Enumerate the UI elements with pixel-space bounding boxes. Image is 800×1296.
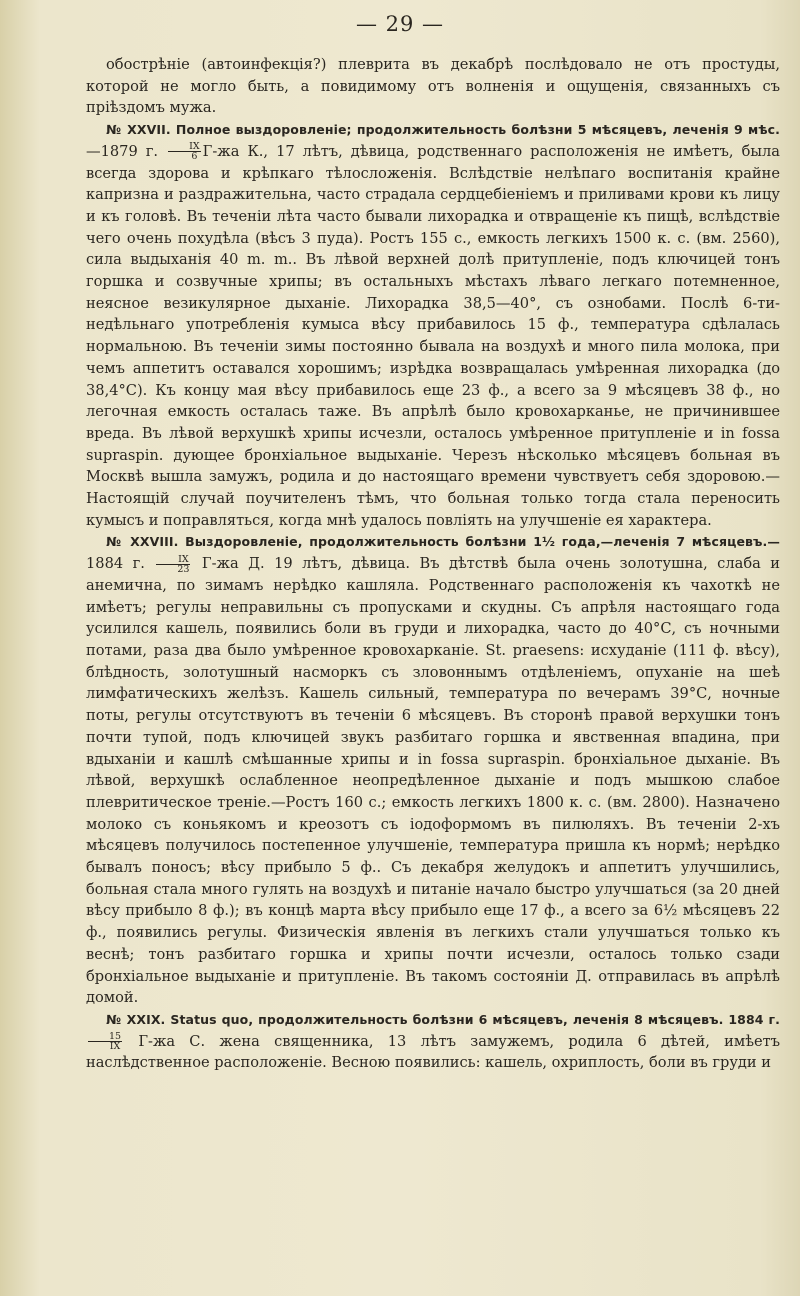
case-28-body: Г-жа Д. 19 лѣтъ, дѣвица. Въ дѣтствѣ была очень золотушна, слаба и анемична, по зимамъ нерѣдко кашляла. Родственнаго расположенія къ чахоткѣ не имѣетъ; регулы неправильны съ пропусками и скудны. Съ апрѣля настоящаго года усилился кашель, появились боли въ груди и лихорадка, часто до 40°С, съ ночными потами, раза два было умѣренное кровохарканіе. St. praesens: исхуданіе (111 ф. вѣсу), блѣдность, золотушный насморкъ съ зловоннымъ отдѣленіемъ, опуханіе на шеѣ лимфатическихъ желѣзъ. Кашель сильный, температура по вечерамъ 39°С, ночные поты, регулы отсутствуютъ въ теченіи 6 мѣсяцевъ. Въ сторонѣ правой верхушки тонъ почти тупой, подъ ключицей звукъ разбитаго горшка и явственная впадина, при вдыханіи и кашлѣ смѣшанные хрипы и in fossa supraspin. бронхіальное дыханіе. Въ лѣвой, верхушкѣ ослабленное неопредѣленное дыханіе и подъ мышкою слабое плевритическое треніе.—Ростъ 160 с.; емкость легкихъ 1800 к. с. (вм. 2800). Назначено молоко съ коньякомъ и креозотъ съ іодоформомъ въ пилюляхъ. Въ теченіи 2-хъ мѣсяцевъ получилось постепенное улучшеніе, температура пришла къ нормѣ; нерѣдко бывалъ поносъ; вѣсу прибыло 5 ф.. Съ декабря желудокъ и аппетитъ улучшились, больная стала много гулять на воздухѣ и питаніе начало быстро улучшаться (за 20 дней вѣсу прибыло 8 ф.); въ концѣ марта вѣсу прибыло еще 17 ф., а всего за 6½ мѣсяцевъ 22 ф., появились регулы. Физическія явленія въ легкихъ стали улучшаться только къ веснѣ; тонъ разбитаго горшка и хрипы почти исчезли, осталось только сзади бронхіальное выдыханіе и притупленіе. Въ такомъ состояніи Д. отправилась въ апрѣлѣ домой. bbox=[86, 555, 780, 1007]
case-28-date-fraction bbox=[156, 555, 190, 574]
intro-paragraph: обострѣніе (автоинфекція?) плеврита въ декабрѣ послѣдовало не отъ простуды, которой не могло быть, а повидимому отъ волненія и ощущенія, связанныхъ съ пріѣздомъ мужа. bbox=[86, 56, 780, 117]
case-27-body: Г-жа К., 17 лѣтъ, дѣвица, родственнаго расположенія не имѣетъ, была всегда здорова и крѣпкаго тѣлосложенія. Вслѣдствіе нелѣпаго воспитанія крайне капризна и раздражительна, часто страдала сердцебіеніемъ и приливами крови къ лицу и къ головѣ. Въ теченіи лѣта часто бывали лихорадка и отвращеніе къ пищѣ, вслѣдствіе чего очень похудѣла (вѣсъ 3 пуда). Ростъ 155 с., емкость легкихъ 1500 к. с. (вм. 2560), сила выдыханія 40 m. m.. Въ лѣвой верхней долѣ притупленіе, подъ ключицей тонъ горшка и созвучные хрипы; въ остальныхъ мѣстахъ лѣваго легкаго потемненное, неясное везикулярное дыханіе. Лихорадка 38,5—40°, съ ознобами. Послѣ 6-ти-недѣльнаго употребленія кумыса вѣсу прибавилось 15 ф., температура сдѣлалась нормальною. Въ теченіи зимы постоянно бывала на воздухѣ и много пила молока, при чемъ аппетитъ оставался хорошимъ; изрѣдка возвращалась умѣренная лихорадка (до 38,4°С). Къ концу мая вѣсу прибавилось еще 23 ф., а всего за 9 мѣсяцевъ 38 ф., но легочная емкость осталась таже. Въ апрѣлѣ было кровохарканье, не причинившее вреда. Въ лѣвой верхушкѣ хрипы исчезли, осталось умѣренное притупленіе и in fossa supraspin. дующее бронхіальное выдыханіе. Черезъ нѣсколько мѣсяцевъ больная въ Москвѣ вышла замужъ, родила и до настоящаго времени чувствуетъ себя здоровою.—Настоящій случай поучителенъ тѣмъ, что больная только тогда стала переносить кумысъ и поправляться, когда мнѣ удалось повліять на улучшеніе ея характера. bbox=[86, 142, 780, 529]
fraction-numerator: IX bbox=[156, 555, 190, 565]
case-29 bbox=[86, 1009, 780, 1074]
case-29-heading: № XXIX. Status quo, продолжительность болѣзни 6 мѣсяцевъ, леченія 8 мѣсяцевъ. 1884 г. bbox=[106, 1011, 780, 1027]
case-28-heading: № XXVIII. Выздоровленіе, продолжительность болѣзни 1½ года,—леченія 7 мѣсяцевъ.— bbox=[106, 534, 780, 550]
page-number: — 29 — bbox=[355, 12, 445, 36]
case-29-body: Г-жа С. жена священника, 13 лѣтъ замужемъ, родила 6 дѣтей, имѣетъ наслѣдственное расположеніе. Весною появились: кашель, охриплость, боли въ груди и bbox=[86, 1032, 780, 1072]
fraction-denominator: 23 bbox=[177, 563, 190, 575]
case-27-heading: № XXVII. Полное выздоровленіе; продолжительность болѣзни 5 мѣсяцевъ, леченія 9 мѣс. bbox=[106, 122, 780, 138]
case-29-date-fraction bbox=[88, 1032, 122, 1051]
page-body bbox=[86, 54, 780, 1074]
fraction-denominator: 6 bbox=[191, 151, 198, 163]
fraction-denominator: IX bbox=[109, 1041, 121, 1053]
case-28-date: 1884 г. bbox=[86, 555, 145, 573]
case-28 bbox=[86, 531, 780, 1008]
fraction-numerator: 15 bbox=[88, 1032, 122, 1042]
case-27-date: —1879 г. bbox=[86, 142, 159, 160]
case-27-date-fraction bbox=[168, 142, 201, 161]
case-27 bbox=[86, 119, 780, 531]
fraction-numerator: IX bbox=[168, 142, 201, 152]
